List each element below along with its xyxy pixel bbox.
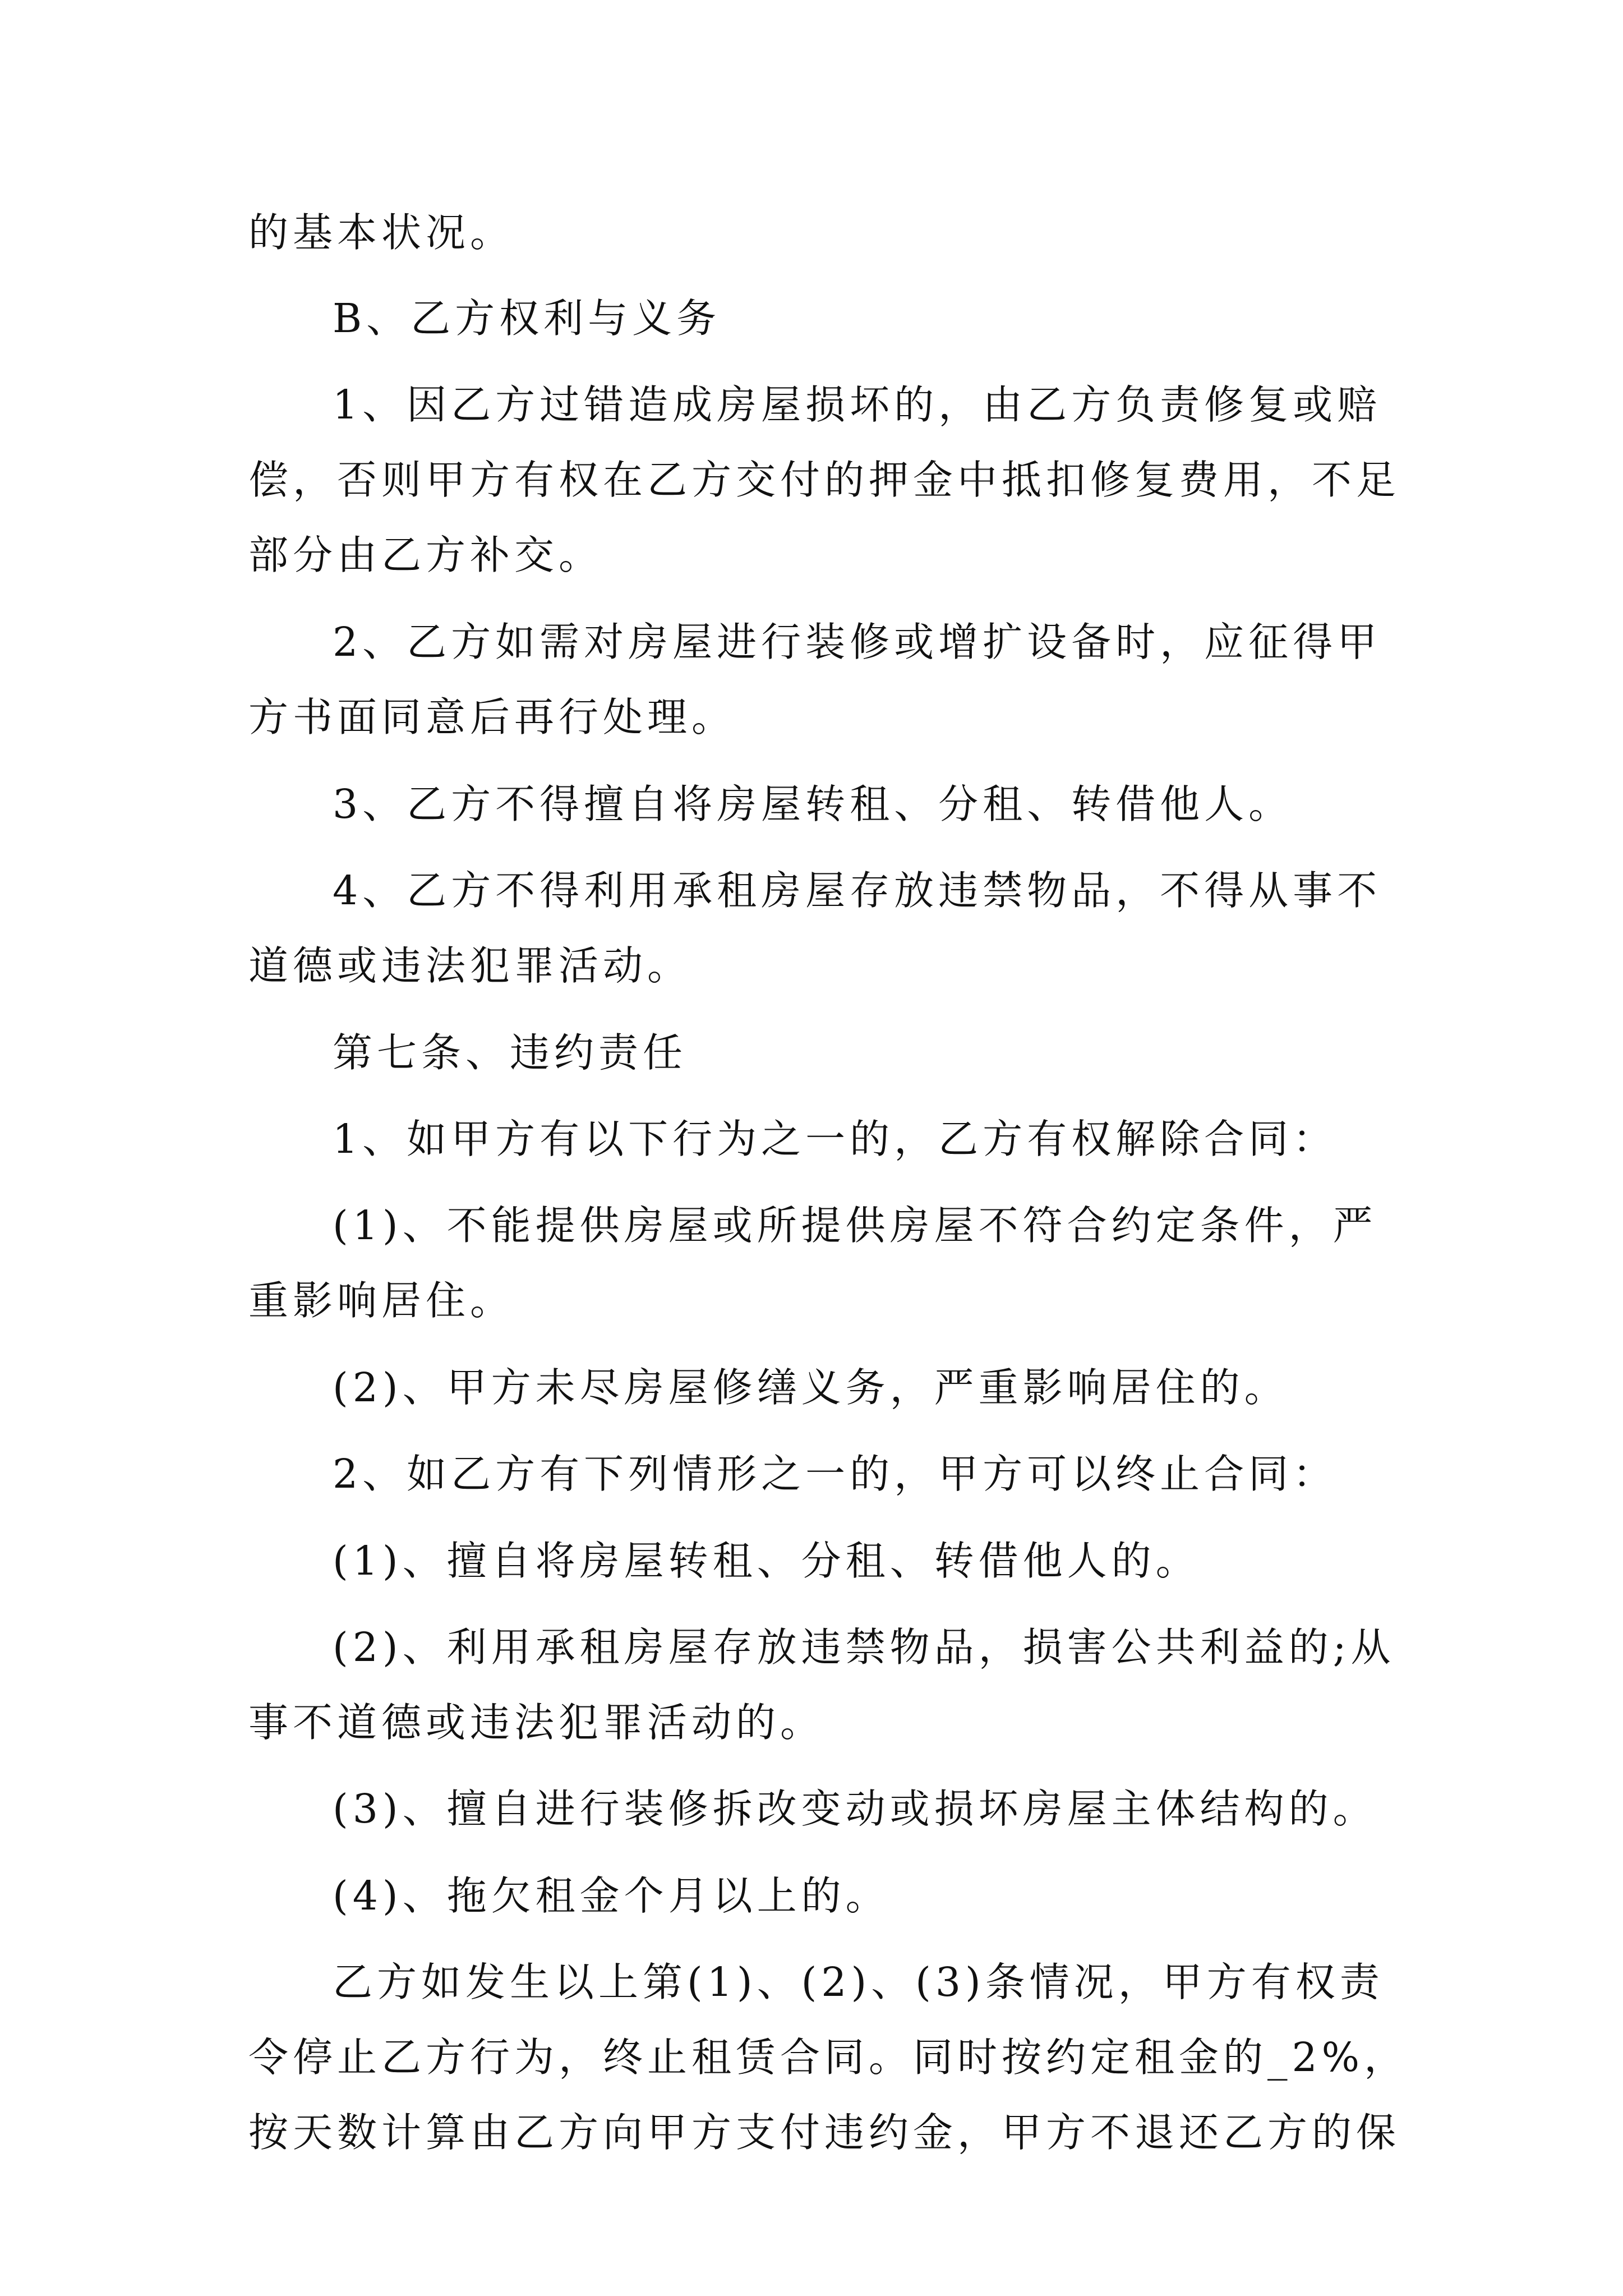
- text-line: 2、如乙方有下列情形之一的，甲方可以终止合同：: [333, 1451, 1338, 1497]
- text-line: 令停止乙方行为，终止租赁合同。同时按约定租金的_2%，: [248, 2034, 1409, 2081]
- text-line: 重影响居住。: [248, 1277, 515, 1324]
- text-line: 1、如甲方有以下行为之一的，乙方有权解除合同：: [333, 1116, 1338, 1162]
- text-line: 方书面同意后再行处理。: [248, 694, 736, 740]
- text-line: 2、乙方如需对房屋进行装修或增扩设备时，应征得甲: [333, 619, 1382, 665]
- text-line: 道德或违法犯罪活动。: [248, 942, 692, 989]
- text-line: 乙方如发生以上第(1)、(2)、(3)条情况，甲方有权责: [333, 1959, 1384, 2005]
- text-line: (1)、不能提供房屋或所提供房屋不符合约定条件，严: [333, 1202, 1377, 1249]
- text-line: 部分由乙方补交。: [248, 532, 603, 578]
- text-line: 4、乙方不得利用承租房屋存放违禁物品，不得从事不: [333, 867, 1382, 914]
- text-line: 1、因乙方过错造成房屋损坏的，由乙方负责修复或赔: [333, 381, 1382, 428]
- text-line: 偿，否则甲方有权在乙方交付的押金中抵扣修复费用，不足: [248, 457, 1401, 503]
- text-line: (2)、利用承租房屋存放违禁物品，损害公共利益的;从: [333, 1624, 1395, 1671]
- text-line: 按天数计算由乙方向甲方支付违约金，甲方不退还乙方的保: [248, 2109, 1401, 2156]
- section-heading-article-7: 第七条、违约责任: [333, 1029, 688, 1076]
- text-line: (1)、擅自将房屋转租、分租、转借他人的。: [333, 1538, 1200, 1584]
- text-line: (2)、甲方未尽房屋修缮义务，严重影响居住的。: [333, 1364, 1289, 1411]
- text-line: (3)、擅自进行装修拆改变动或损坏房屋主体结构的。: [333, 1786, 1377, 1832]
- text-line: 的基本状况。: [248, 209, 515, 256]
- text-line: (4)、拖欠租金个月以上的。: [333, 1872, 890, 1919]
- text-line: 3、乙方不得擅自将房屋转租、分租、转借他人。: [333, 781, 1293, 827]
- text-line: 事不道德或违法犯罪活动的。: [248, 1699, 825, 1746]
- section-heading-b: B、乙方权利与义务: [333, 295, 721, 342]
